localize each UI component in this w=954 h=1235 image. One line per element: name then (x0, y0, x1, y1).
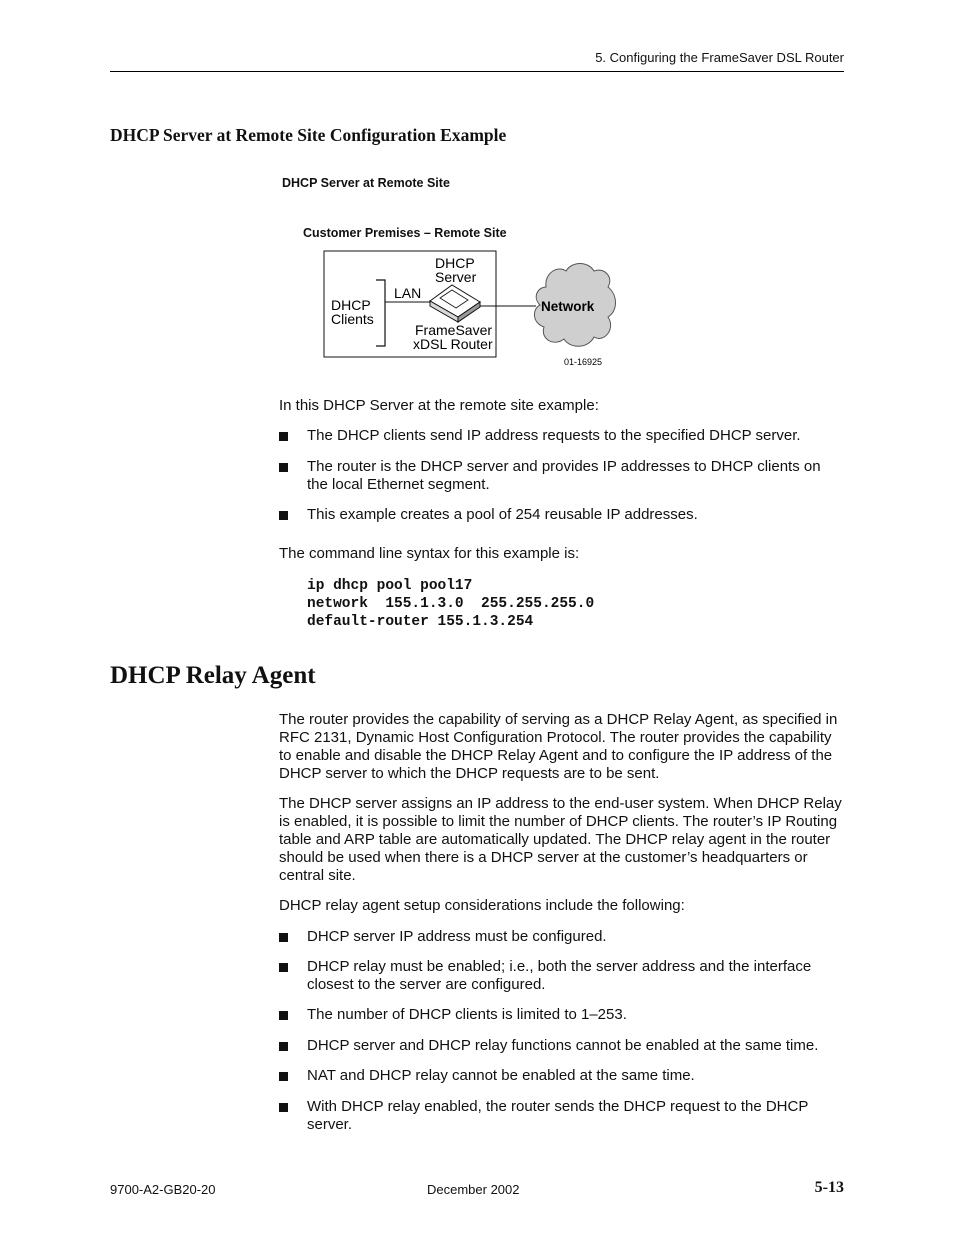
page-number: 5-13 (814, 1179, 844, 1196)
header-rule (110, 71, 844, 72)
bullet-square-icon (279, 933, 288, 942)
figure-subtitle: Customer Premises – Remote Site (303, 226, 507, 240)
example-intro: In this DHCP Server at the remote site example: (279, 397, 599, 414)
bullet-square-icon (279, 432, 288, 441)
label-router-1: FrameSaver (415, 322, 493, 338)
label-dhcp-server-1: DHCP (435, 255, 475, 271)
bullet-square-icon (279, 1072, 288, 1081)
bullet-square-icon (279, 963, 288, 972)
label-dhcp-server-2: Server (435, 269, 477, 285)
code-line: network 155.1.3.0 255.255.255.0 (307, 596, 595, 612)
figure-title: DHCP Server at Remote Site (282, 176, 450, 190)
label-clients-2: Clients (331, 311, 374, 327)
label-lan: LAN (394, 285, 422, 301)
code-line: ip dhcp pool pool17 (307, 578, 473, 594)
router-icon (430, 285, 480, 322)
relay-heading: DHCP Relay Agent (110, 662, 316, 689)
relay-paragraph-1: The router provides the capability of serving as a DHCP Relay Agent, as specified in RFC 2131, Dynamic Host Configuration Protocol. The router provides the capability to enable and disable the DHCP Relay Agent and to configure the IP address of the DHCP server to which the DHCP requests are to be sent. (279, 711, 838, 782)
bullet-square-icon (279, 1042, 288, 1051)
footer-date: December 2002 (427, 1182, 520, 1197)
relay-paragraph-2: The DHCP server assigns an IP address to the end-user system. When DHCP Relay is enabled, it is possible to limit the number of DHCP clients. The router’s IP Routing table and ARP table are automatically updated. The DHCP relay agent in the router should be used when there is a DHCP server at the customer’s headquarters or central site. (279, 795, 842, 884)
running-header: 5. Configuring the FrameSaver DSL Router (595, 50, 844, 65)
label-figure-id: 01-16925 (564, 357, 603, 367)
network-diagram (300, 245, 620, 370)
bullet-square-icon (279, 1103, 288, 1112)
code-line: default-router 155.1.3.254 (307, 614, 534, 630)
syntax-intro: The command line syntax for this example is: (279, 545, 580, 562)
section-heading: DHCP Server at Remote Site Configuration Example (110, 125, 507, 145)
label-network: Network (541, 299, 595, 314)
lan-bracket (376, 280, 385, 346)
label-router-2: xDSL Router (413, 336, 493, 352)
bullet-square-icon (279, 463, 288, 472)
bullet-square-icon (279, 511, 288, 520)
footer-doc-number: 9700-A2-GB20-20 (110, 1182, 216, 1197)
label-clients-1: DHCP (331, 297, 371, 313)
bullet-square-icon (279, 1011, 288, 1020)
relay-paragraph-3: DHCP relay agent setup considerations include the following: (279, 897, 685, 914)
